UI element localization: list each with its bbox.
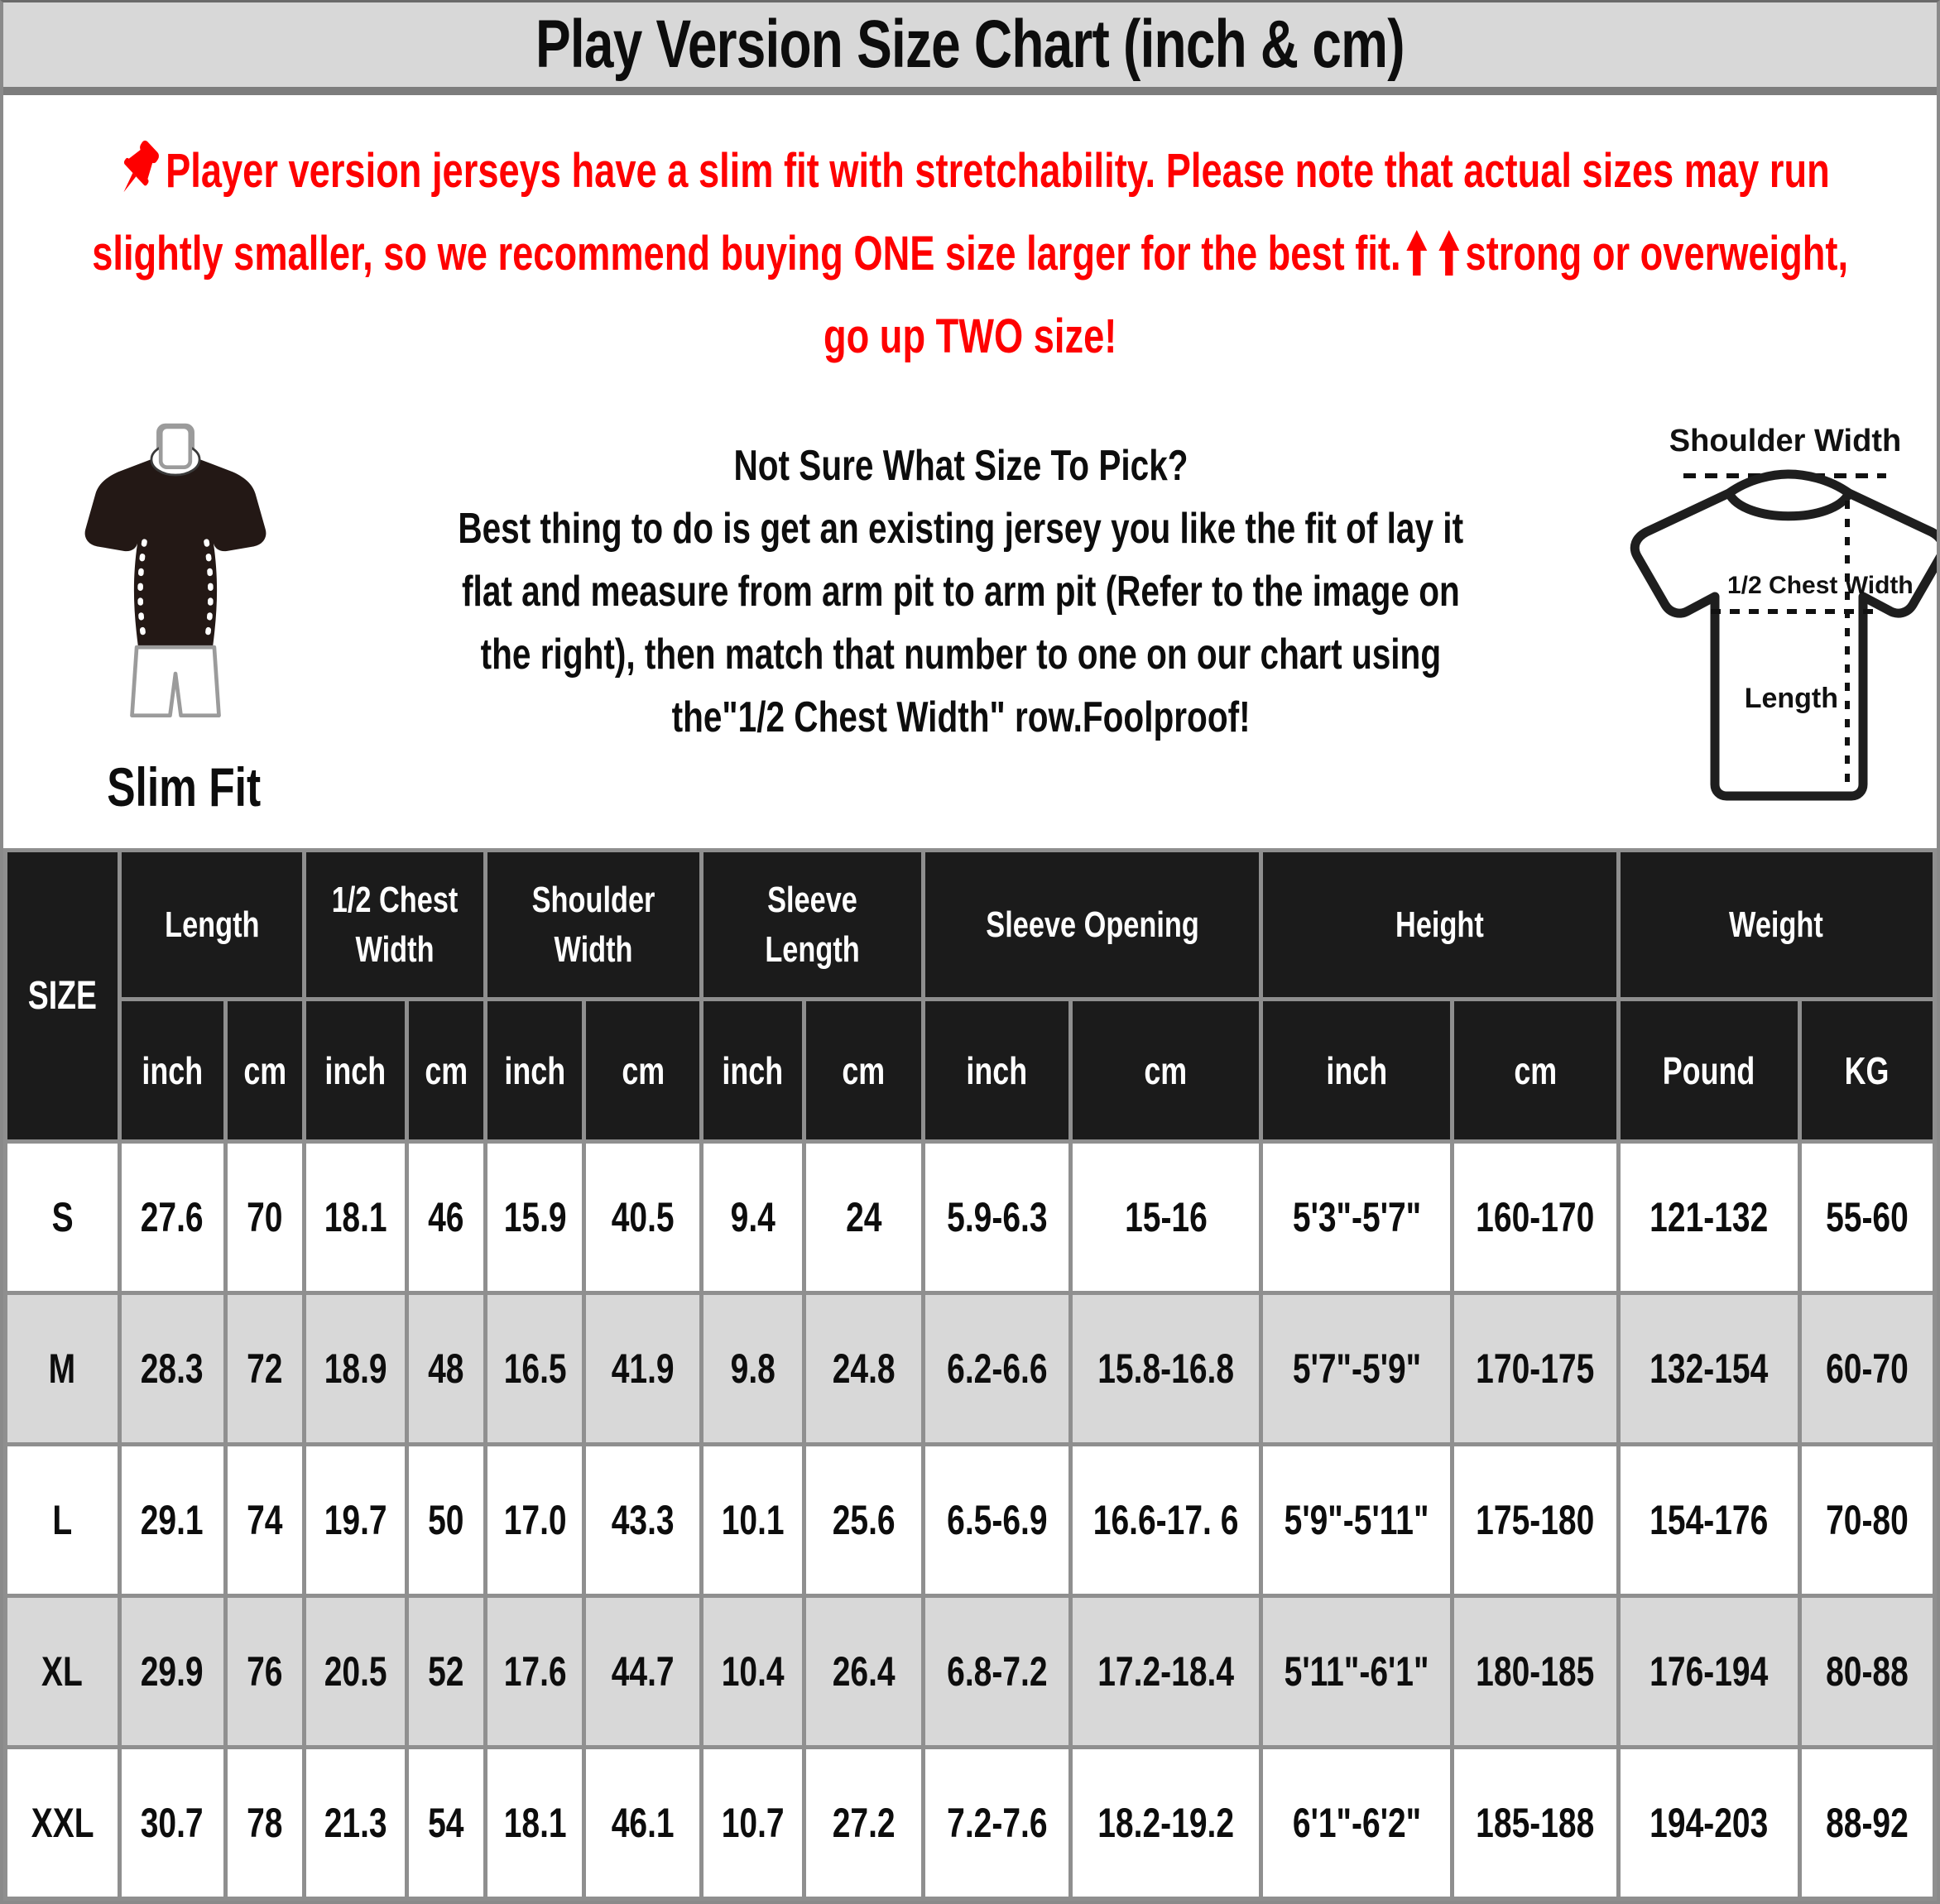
table-cell: 9.4 bbox=[702, 1142, 804, 1293]
guide-line: Best thing to do is get an existing jersey you like the fit of lay it bbox=[458, 505, 1464, 553]
tshirt-diagram bbox=[1605, 386, 1940, 826]
table-cell: 132-154 bbox=[1618, 1293, 1799, 1445]
table-cell: 5'7"-5'9" bbox=[1261, 1293, 1453, 1445]
table-cell: 28.3 bbox=[119, 1293, 225, 1445]
col-header-length: Length bbox=[119, 851, 305, 1000]
table-cell: 72 bbox=[225, 1293, 305, 1445]
unit-header: cm bbox=[225, 1000, 305, 1142]
table-cell: 175-180 bbox=[1453, 1445, 1618, 1596]
unit-header: inch bbox=[702, 1000, 804, 1142]
notice-line-3 bbox=[3, 295, 1937, 378]
table-cell: 154-176 bbox=[1618, 1445, 1799, 1596]
col-header-sleeve-length: Sleeve Length bbox=[702, 851, 924, 1000]
notice-line-2 bbox=[3, 213, 1937, 295]
table-cell: 40.5 bbox=[584, 1142, 702, 1293]
notice-text: go up TWO size! bbox=[823, 309, 1117, 363]
table-cell: 27.2 bbox=[804, 1748, 924, 1899]
unit-header: inch bbox=[305, 1000, 407, 1142]
pushpin-icon bbox=[110, 136, 165, 205]
row-size-label: XL bbox=[6, 1596, 120, 1748]
table-cell: 160-170 bbox=[1453, 1142, 1618, 1293]
table-cell: 44.7 bbox=[584, 1596, 702, 1748]
table-cell: 10.7 bbox=[702, 1748, 804, 1899]
table-cell: 5'3"-5'7" bbox=[1261, 1142, 1453, 1293]
slim-fit-illustration-icon bbox=[51, 410, 300, 741]
table-cell: 20.5 bbox=[305, 1596, 407, 1748]
guide-line: the right), then match that number to one on our chart using bbox=[480, 631, 1441, 679]
guide-section bbox=[3, 386, 1937, 848]
table-cell: 15-16 bbox=[1070, 1142, 1261, 1293]
table-cell: 16.5 bbox=[486, 1293, 584, 1445]
half-chest-width-label: 1/2 Chest Width bbox=[1727, 572, 1914, 599]
table-cell: 46.1 bbox=[584, 1748, 702, 1899]
table-cell: 76 bbox=[225, 1596, 305, 1748]
col-header-weight: Weight bbox=[1618, 851, 1934, 1000]
table-cell: 5'11"-6'1" bbox=[1261, 1596, 1453, 1748]
size-table bbox=[3, 848, 1937, 1901]
col-header-sleeve-opening: Sleeve Opening bbox=[924, 851, 1261, 1000]
table-cell: 15.9 bbox=[486, 1142, 584, 1293]
table-cell: 17.2-18.4 bbox=[1070, 1596, 1261, 1748]
up-arrow-icon bbox=[1406, 230, 1427, 278]
table-row-xxl bbox=[6, 1748, 1935, 1899]
shoulder-width-label: Shoulder Width bbox=[1669, 424, 1902, 458]
table-cell: 60-70 bbox=[1799, 1293, 1934, 1445]
table-cell: 10.4 bbox=[702, 1596, 804, 1748]
table-cell: 54 bbox=[406, 1748, 486, 1899]
table-cell: 185-188 bbox=[1453, 1748, 1618, 1899]
unit-header: cm bbox=[804, 1000, 924, 1142]
guide-question: Not Sure What Size To Pick? bbox=[733, 442, 1188, 490]
unit-header: cm bbox=[406, 1000, 486, 1142]
table-cell: 6.2-6.6 bbox=[924, 1293, 1070, 1445]
table-cell: 194-203 bbox=[1618, 1748, 1799, 1899]
unit-header: inch bbox=[1261, 1000, 1453, 1142]
table-row-xl bbox=[6, 1596, 1935, 1748]
table-cell: 176-194 bbox=[1618, 1596, 1799, 1748]
row-size-label: L bbox=[6, 1445, 120, 1596]
table-cell: 29.9 bbox=[119, 1596, 225, 1748]
table-cell: 74 bbox=[225, 1445, 305, 1596]
table-cell: 180-185 bbox=[1453, 1596, 1618, 1748]
table-cell: 18.9 bbox=[305, 1293, 407, 1445]
fit-notice bbox=[3, 95, 1937, 386]
table-cell: 19.7 bbox=[305, 1445, 407, 1596]
table-cell: 9.8 bbox=[702, 1293, 804, 1445]
guide-line: the"1/2 Chest Width" row.Foolproof! bbox=[671, 693, 1251, 741]
unit-header: cm bbox=[584, 1000, 702, 1142]
table-cell: 88-92 bbox=[1799, 1748, 1934, 1899]
col-header-half-chest-width: 1/2 Chest Width bbox=[305, 851, 486, 1000]
table-cell: 21.3 bbox=[305, 1748, 407, 1899]
table-cell: 7.2-7.6 bbox=[924, 1748, 1070, 1899]
table-cell: 17.6 bbox=[486, 1596, 584, 1748]
table-row-l bbox=[6, 1445, 1935, 1596]
tshirt-measurement-icon bbox=[1605, 408, 1940, 822]
table-cell: 55-60 bbox=[1799, 1142, 1934, 1293]
unit-header: inch bbox=[486, 1000, 584, 1142]
up-arrow-icon bbox=[1438, 230, 1459, 278]
guide-line: flat and measure from arm pit to arm pit (Refer to the image on bbox=[461, 568, 1460, 616]
table-cell: 29.1 bbox=[119, 1445, 225, 1596]
table-cell: 80-88 bbox=[1799, 1596, 1934, 1748]
page-title: Play Version Size Chart (inch & cm) bbox=[535, 7, 1405, 82]
table-cell: 15.8-16.8 bbox=[1070, 1293, 1261, 1445]
table-cell: 70 bbox=[225, 1142, 305, 1293]
table-cell: 5.9-6.3 bbox=[924, 1142, 1070, 1293]
table-cell: 170-175 bbox=[1453, 1293, 1618, 1445]
table-cell: 25.6 bbox=[804, 1445, 924, 1596]
table-cell: 10.1 bbox=[702, 1445, 804, 1596]
notice-line-1 bbox=[3, 130, 1937, 213]
notice-text: strong or overweight, bbox=[1465, 227, 1848, 281]
table-cell: 121-132 bbox=[1618, 1142, 1799, 1293]
unit-header: KG bbox=[1799, 1000, 1934, 1142]
table-cell: 18.2-19.2 bbox=[1070, 1748, 1261, 1899]
unit-header: cm bbox=[1070, 1000, 1261, 1142]
table-cell: 6.5-6.9 bbox=[924, 1445, 1070, 1596]
table-cell: 30.7 bbox=[119, 1748, 225, 1899]
table-cell: 70-80 bbox=[1799, 1445, 1934, 1596]
row-size-label: XXL bbox=[6, 1748, 120, 1899]
table-cell: 78 bbox=[225, 1748, 305, 1899]
table-cell: 5'9"-5'11" bbox=[1261, 1445, 1453, 1596]
table-cell: 26.4 bbox=[804, 1596, 924, 1748]
table-cell: 41.9 bbox=[584, 1293, 702, 1445]
table-cell: 17.0 bbox=[486, 1445, 584, 1596]
table-row-m bbox=[6, 1293, 1935, 1445]
row-size-label: S bbox=[6, 1142, 120, 1293]
notice-text: Player version jerseys have a slim fit with stretchability. Please note that actual sizes may run bbox=[166, 144, 1830, 198]
guide-text bbox=[316, 386, 1605, 749]
table-cell: 24 bbox=[804, 1142, 924, 1293]
table-cell: 46 bbox=[406, 1142, 486, 1293]
title-bar bbox=[3, 2, 1937, 95]
table-cell: 24.8 bbox=[804, 1293, 924, 1445]
unit-header: inch bbox=[924, 1000, 1070, 1142]
slim-fit-label: Slim Fit bbox=[107, 756, 261, 818]
table-cell: 18.1 bbox=[486, 1748, 584, 1899]
table-cell: 50 bbox=[406, 1445, 486, 1596]
table-row-s bbox=[6, 1142, 1935, 1293]
table-cell: 6'1"-6'2" bbox=[1261, 1748, 1453, 1899]
col-header-height: Height bbox=[1261, 851, 1618, 1000]
table-cell: 16.6-17. 6 bbox=[1070, 1445, 1261, 1596]
length-label: Length bbox=[1745, 683, 1839, 714]
table-cell: 48 bbox=[406, 1293, 486, 1445]
unit-header: inch bbox=[119, 1000, 225, 1142]
notice-text: slightly smaller, so we recommend buying ONE size larger for the best fit. bbox=[92, 227, 1401, 281]
row-size-label: M bbox=[6, 1293, 120, 1445]
slim-fit-figure bbox=[3, 386, 316, 818]
table-cell: 6.8-7.2 bbox=[924, 1596, 1070, 1748]
table-cell: 52 bbox=[406, 1596, 486, 1748]
table-cell: 27.6 bbox=[119, 1142, 225, 1293]
unit-header: cm bbox=[1453, 1000, 1618, 1142]
table-cell: 43.3 bbox=[584, 1445, 702, 1596]
unit-header: Pound bbox=[1618, 1000, 1799, 1142]
col-header-shoulder-width: Shoulder Width bbox=[486, 851, 702, 1000]
col-header-size: SIZE bbox=[6, 851, 120, 1142]
table-cell: 18.1 bbox=[305, 1142, 407, 1293]
